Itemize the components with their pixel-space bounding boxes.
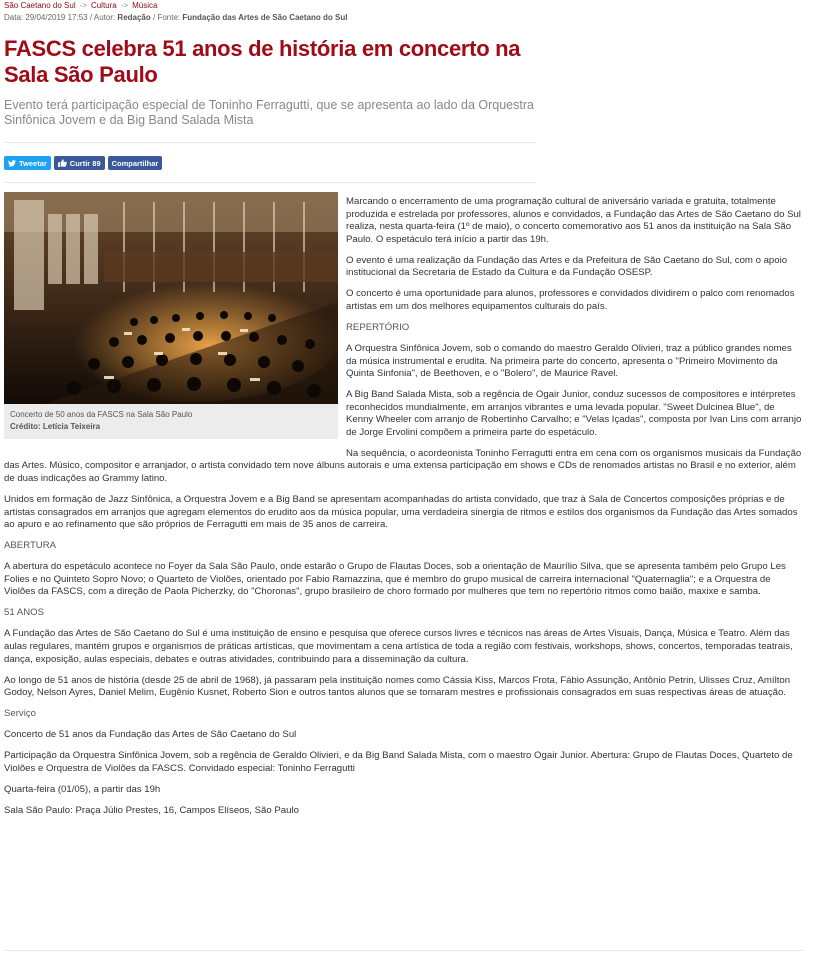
caption-text: Concerto de 50 anos da FASCS na Sala São Paulo: [10, 410, 193, 419]
breadcrumb: [4, 1, 157, 10]
section-heading-opening: ABERTURA: [4, 540, 57, 552]
article-body: [4, 196, 804, 826]
breadcrumb-separator: ->: [120, 1, 129, 10]
divider: [4, 182, 536, 183]
facebook-like-button[interactable]: [54, 156, 105, 170]
paragraph: A abertura do espetáculo acontece no Foyer da Sala São Paulo, onde estarão o Grupo de Flautas Doces, sob a orientação de Maurílio Silva, que se apresenta também pelo Grupo Les Folies e no Quinteto Sopro Novo; o Quarteto de Violões, orientado por Fabio Ramazzina, que é membro do grupo musical de carreira internacional "Quaternaglia"; e a Orquestra de Violões da FASCS, com a direção de Paola Picherzky, do "Choronas", grupo brasileiro de choro formado por mulheres que tem no repertório ritmos como baião, maxixe e samba.: [4, 561, 786, 598]
meta-date: Data: 29/04/2019 17:53 / Autor:: [4, 13, 118, 22]
service-date: Quarta-feira (01/05), a partir das 19h: [4, 783, 161, 795]
tweet-button[interactable]: [4, 156, 51, 170]
divider: [4, 142, 536, 143]
article-meta: [4, 13, 347, 22]
twitter-bird-icon: [8, 160, 16, 167]
paragraph: O evento é uma realização da Fundação das Artes e da Prefeitura de São Caetano do Sul, com o apoio institucional da Secretaria de Estado da Cultura e da Fundação OSESP.: [346, 254, 788, 279]
paragraph: Marcando o encerramento de uma programação cultural de aniversário variada e gratuita, totalmente produzida e estrelada por professores, alunos e convidados, a Fundação das Artes de São Caetano do Sul realiza, nesta quarta-feira (1º de maio), o concerto comemorativo aos 51 anos da instituição na Sala São Paulo. O espetáculo terá início a partir das 19h.: [346, 196, 801, 245]
paragraph: Unidos em formação de Jazz Sinfônica, a Orquestra Jovem e a Big Band se apresentam acompanhadas do artista convidado, que traz à Sala de Concertos composições próprias e de artistas consagrados em arranjos que agregam elementos do erudito aos da música popular, uma verdadeira sinergia de ritmos e estilos dos organismos da Fundação das Artes somados ao apuro e ao refinamento que são próprios de Ferragutti em mais de 35 anos de carreira.: [4, 494, 798, 531]
service-event: Concerto de 51 anos da Fundação das Artes de São Caetano do Sul: [4, 729, 297, 741]
breadcrumb-link-culture[interactable]: Cultura: [90, 1, 117, 10]
thumbs-up-icon: [58, 159, 67, 167]
service-participants: Participação da Orquestra Sinfônica Jovem, sob a regência de Geraldo Olivieri, e da Big Band Salada Mista, com o maestro Ogair Junior. Abertura: Grupo de Flautas Doces, Quarteto de Violões e Orquestra de Violões da FASCS. Convidado especial: Toninho Ferragutti: [4, 750, 793, 774]
divider: [4, 950, 804, 951]
share-label: Compartilhar: [111, 158, 159, 168]
paragraph: O concerto é uma oportunidade para alunos, professores e convidados dividirem o palco com renomados artistas em um dos melhores equipamentos culturais do país.: [346, 288, 795, 312]
meta-author: Redação: [117, 13, 151, 22]
paragraph: Ao longo de 51 anos de história (desde 25 de abril de 1968), já passaram pela instituição nomes como Cássia Kiss, Marcos Frota, Fábio Assunção, Antônio Petrin, Ulisses Cruz, Amílton Godoy, Nelson Ayres, Daniel Melim, Eugênio Kusnet, Roberto Sion e outros tantos alunos que se tornaram mestres e profissionais consagrados em suas respectivas áreas de atuação.: [4, 674, 791, 699]
breadcrumb-link-city[interactable]: São Caetano do Sul: [4, 1, 76, 10]
share-button[interactable]: [108, 156, 163, 170]
share-bar: [4, 156, 162, 170]
paragraph: A Fundação das Artes de São Caetano do Sul é uma instituição de ensino e pesquisa que oferece cursos livres e técnicos nas áreas de Artes Visuais, Dança, Música e Teatro. Além das aulas regulares, mantém grupos e organismos de práticas artísticas, que movimentam a cena artística de toda a região com festivais, workshops, shows, concertos, temporadas teatrais, dança, exposição, aulas especiais, debates e outras atividades, contribuindo para a disseminação da cultura.: [4, 628, 793, 665]
meta-source-label: / Fonte:: [150, 13, 183, 22]
like-label: Curtir 89: [69, 158, 101, 168]
article-title: FASCS celebra 51 anos de história em concerto na Sala São Paulo: [4, 36, 521, 87]
section-heading-repertoire: REPERTÓRIO: [346, 321, 410, 333]
breadcrumb-link-music[interactable]: Música: [132, 1, 158, 10]
service-venue: Sala São Paulo: Praça Júlio Prestes, 16, Campos Elíseos, São Paulo: [4, 804, 299, 816]
breadcrumb-separator: ->: [79, 1, 87, 10]
tweet-label: Tweetar: [19, 158, 47, 168]
section-heading-51-years: 51 ANOS: [4, 607, 44, 619]
paragraph: A Orquestra Sinfônica Jovem, sob o comando do maestro Geraldo Olivieri, traz a público grandes nomes da música instrumental e erudita. Na primeira parte do concerto, apresenta o "Primeiro Movimento da Quinta Sinfonia", de Beethoven, e o "Bolero", de Maurice Ravel.: [346, 342, 792, 380]
article-subtitle: Evento terá participação especial de Toninho Ferragutti, que se apresenta ao lado da Orquestra Sinfônica Jovem e da Big Band Salada Mista: [4, 98, 534, 127]
photo-credit: Crédito: Letícia Teixeira: [10, 422, 101, 431]
section-heading-service: Serviço: [4, 708, 36, 720]
meta-source: Fundação das Artes de São Caetano do Sul: [182, 13, 348, 22]
photo-float-space: [4, 196, 346, 454]
paragraph: Na sequência, o acordeonista Toninho Ferragutti entra em cena com os organismos musicais da Fundação das Artes. Músico, compositor e arranjador, o artista convidado tem nove álbuns autorais e uma extensa participação em shows e CDs de renomados artistas no Brasil e no exterior, além de duas indicações ao Grammy latino.: [4, 447, 802, 485]
paragraph: A Big Band Salada Mista, sob a regência de Ogair Junior, conduz sucessos de compositores e intérpretes reconhecidos mundialmente, em arranjos vibrantes e uma levada popular. "Sweet Dulcinea Blue", de Kenny Wheeler com arranjo de Robertinho Carvalho; e "Velas Içadas", composta por Ivan Lins com arranjo de Jorge Ervolini compõem a primeira parte do espetáculo.: [346, 389, 802, 438]
